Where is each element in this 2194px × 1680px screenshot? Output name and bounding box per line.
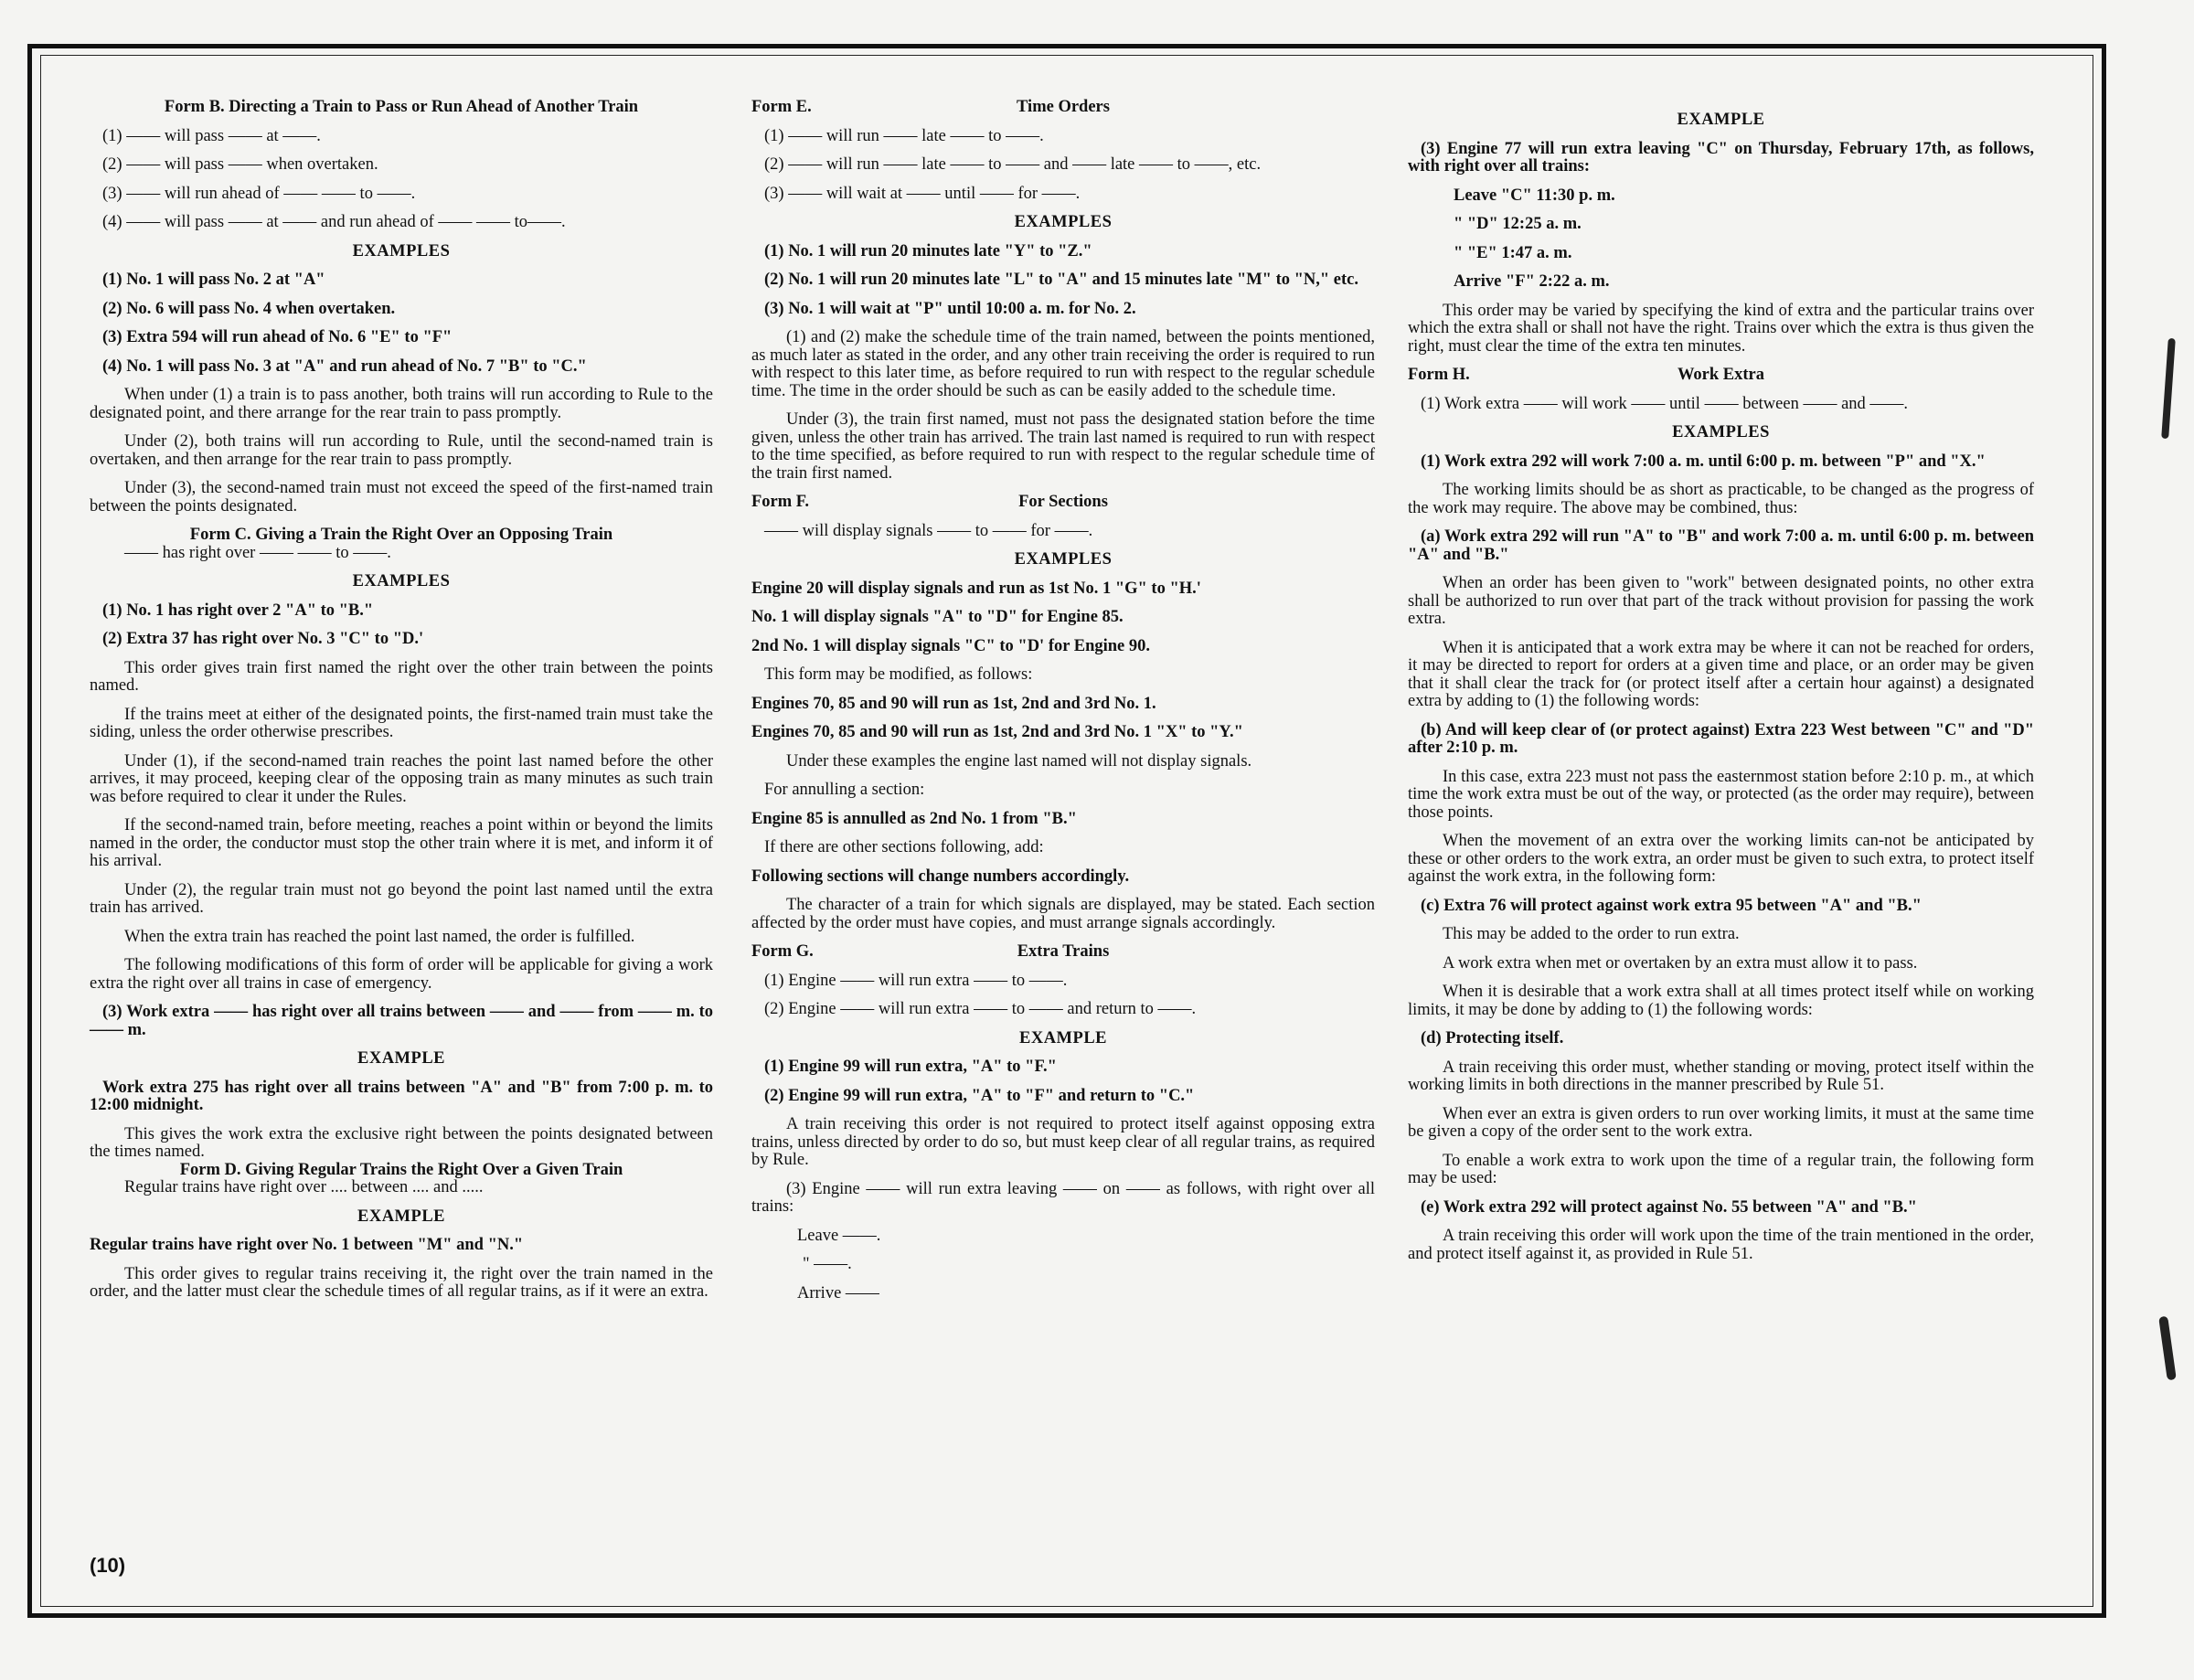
paragraph: This order gives train first named the right over the other train between the points named. xyxy=(90,658,713,695)
form-h-header xyxy=(1408,367,2034,385)
form-e-line: (2) —— will run —— late —— to —— and —— late —— to ——, etc. xyxy=(764,155,1262,174)
form-e-label: Form E. xyxy=(751,98,812,116)
column-2 xyxy=(751,99,1375,1313)
column-1 xyxy=(90,99,713,1313)
form-g-line: (1) Engine —— will run extra —— to ——. xyxy=(764,971,1068,990)
paragraph: If the second-named train, before meeting, reaches a point within or beyond the limits named in the order, the conductor must stop the other train where it is met, and inform it of his arrival. xyxy=(90,816,713,870)
form-b-line: (1) —— will pass —— at ——. xyxy=(102,126,321,145)
form-f-label: Form F. xyxy=(751,493,810,511)
paragraph: Under (3), the train first named, must not pass the designated station before the time given, unless the other train has arrived. The train last named is required to run with respect to the time specified, as before required to run with respect to the regular schedule time of the train first named. xyxy=(751,410,1375,483)
page-number: (10) xyxy=(90,1554,126,1577)
form-f-example: No. 1 will display signals "A" to "D" for Engine 85. xyxy=(751,608,1124,626)
form-h-label: Form H. xyxy=(1408,366,1470,384)
form-g-example: (1) Engine 99 will run extra, "A" to "F." xyxy=(764,1058,1057,1076)
form-f-annul-intro: For annulling a section: xyxy=(764,781,925,799)
paragraph: When it is desirable that a work extra shall at all times protect itself while on working limits, it may be done by adding to (1) the following words: xyxy=(1408,983,2034,1019)
form-c-example: (1) No. 1 has right over 2 "A" to "B." xyxy=(102,601,374,620)
form-f-line: —— will display signals —— to —— for ——. xyxy=(764,521,1093,540)
form-e-line: (3) —— will wait at —— until —— for ——. xyxy=(764,184,1081,203)
paragraph: The working limits should be as short as practicable, to be changed as the progress of the work may require. The above may be combined, thus: xyxy=(1408,481,2034,517)
schedule-line: " "D" 12:25 a. m. xyxy=(1454,215,1582,233)
form-g-example: (2) Engine 99 will run extra, "A" to "F" and return to "C." xyxy=(764,1086,1195,1105)
form-g-title: Extra Trains xyxy=(1017,942,1110,961)
form-g-example: (3) Engine 77 will run extra leaving "C" on Thursday, February 17th, as follows, with right over all trains: xyxy=(1408,139,2034,175)
form-h-example: (d) Protecting itself. xyxy=(1421,1029,1564,1047)
form-c-mod-example: Work extra 275 has right over all trains between "A" and "B" from 7:00 p. m. to 12:00 midnight. xyxy=(90,1078,713,1114)
form-f-mod-example: Engines 70, 85 and 90 will run as 1st, 2nd and 3rd No. 1. xyxy=(751,694,1156,713)
form-d-title: Form D. Giving Regular Trains the Right Over a Given Train xyxy=(179,1160,623,1179)
form-e-header xyxy=(751,99,1375,117)
form-b-example: (2) No. 6 will pass No. 4 when overtaken. xyxy=(102,299,396,318)
paragraph: Under (1), if the second-named train reaches the point last named before the other arrives, it may proceed, keeping clear of the opposing train as many minutes as such train was before required to clear it under the Rules. xyxy=(90,751,713,806)
paragraph: Under (3), the second-named train must not exceed the speed of the first-named train between the points designated. xyxy=(90,479,713,516)
form-b-line: (4) —— will pass —— at —— and run ahead of —— —— to——. xyxy=(102,213,566,231)
example-heading: EXAMPLE xyxy=(1677,111,1765,129)
paragraph: Under (2), the regular train must not go beyond the point last named until the extra train has arrived. xyxy=(90,880,713,917)
form-c-modification: (3) Work extra —— has right over all trains between —— and —— from —— m. to —— m. xyxy=(90,1003,713,1039)
paragraph: Under these examples the engine last named will not display signals. xyxy=(786,751,1252,771)
form-b-example: (3) Extra 594 will run ahead of No. 6 "E" to "F" xyxy=(102,328,453,346)
form-e-title: Time Orders xyxy=(1017,98,1110,116)
form-b-line: (2) —— will pass —— when overtaken. xyxy=(102,155,378,174)
example-heading: EXAMPLE xyxy=(357,1049,445,1068)
examples-heading: EXAMPLES xyxy=(1014,213,1113,231)
examples-heading: EXAMPLES xyxy=(1014,550,1113,569)
form-g-line: (2) Engine —— will run extra —— to —— and return to ——. xyxy=(764,1000,1197,1018)
form-f-other-intro: If there are other sections following, add: xyxy=(764,838,1044,856)
paragraph: When the movement of an extra over the working limits can-not be anticipated by these or other orders to the work extra, an order must be given to such extra, to protect itself against the work extra, in the following form: xyxy=(1408,832,2034,886)
form-f-mod-example: Engines 70, 85 and 90 will run as 1st, 2nd and 3rd No. 1 "X" to "Y." xyxy=(751,723,1243,741)
paragraph: If the trains meet at either of the designated points, the first-named train must take the siding, unless the order otherwise prescribes. xyxy=(90,705,713,741)
form-f-example: Engine 20 will display signals and run as 1st No. 1 "G" to "H.' xyxy=(751,579,1201,598)
form-e-example: (2) No. 1 will run 20 minutes late "L" to "A" and 15 minutes late "M" to "N," etc. xyxy=(764,271,1358,289)
paragraph: The following modifications of this form of order will be applicable for giving a work extra the right over all trains in case of emergency. xyxy=(90,956,713,993)
paragraph: This order gives to regular trains receiving it, the right over the train named in the order, and the latter must clear the schedule times of all regular trains, as if it were an extra. xyxy=(90,1264,713,1301)
form-h-example: (c) Extra 76 will protect against work extra 95 between "A" and "B." xyxy=(1421,896,1922,915)
form-g-label: Form G. xyxy=(751,942,814,961)
examples-heading: EXAMPLES xyxy=(352,572,451,590)
form-b-line: (3) —— will run ahead of —— —— to ——. xyxy=(102,184,416,203)
paragraph: When it is anticipated that a work extra may be where it can not be reached for orders, it may be directed to report for orders at a given time and place, or an order may be given that it shall clear the track for (or protect itself after a certain hour against) a designated extra by adding to (1) the following words: xyxy=(1408,638,2034,710)
paragraph: A train receiving this order must, whether standing or moving, protect itself within the working limits in both directions in the manner prescribed by Rule 51. xyxy=(1408,1058,2034,1094)
form-e-example: (3) No. 1 will wait at "P" until 10:00 a. m. for No. 2. xyxy=(764,299,1136,318)
form-b-example: (1) No. 1 will pass No. 2 at "A" xyxy=(102,271,325,289)
form-d-example: Regular trains have right over No. 1 between "M" and "N." xyxy=(90,1236,524,1254)
form-e-line: (1) —— will run —— late —— to ——. xyxy=(764,126,1044,145)
schedule-line: " "E" 1:47 a. m. xyxy=(1454,243,1572,262)
examples-heading: EXAMPLES xyxy=(1672,423,1770,441)
form-c-example: (2) Extra 37 has right over No. 3 "C" to "D.' xyxy=(102,630,424,648)
paragraph: This order may be varied by specifying the kind of extra and the particular trains over which the extra shall or shall not have the right. Trains over which the extra is thus given the right, must clear the time of the extra ten minutes. xyxy=(1408,301,2034,356)
schedule-line: Arrive "F" 2:22 a. m. xyxy=(1454,272,1610,291)
paragraph: A train receiving this order will work upon the time of the train mentioned in the order, and protect itself against it, as provided in Rule 51. xyxy=(1408,1227,2034,1263)
paragraph: A train receiving this order is not required to protect itself against opposing extra trains, unless directed by order to do so, but must keep clear of all regular trains, as required by Rule. xyxy=(751,1115,1375,1169)
form-g-leave: Leave ——. xyxy=(797,1226,881,1245)
paragraph: (1) and (2) make the schedule time of the train named, between the points mentioned, as much later as stated in the order, and any other train receiving the order is required to run with respect to this later time, as before required to run with respect to the regular schedule time. The time in the order should be such as can be easily added to the schedule time. xyxy=(751,328,1375,400)
margin-mark xyxy=(2158,1316,2177,1381)
form-h-title: Work Extra xyxy=(1677,366,1765,384)
paragraph: To enable a work extra to work upon the time of a regular train, the following form may be used: xyxy=(1408,1151,2034,1187)
form-f-annul: Engine 85 is annulled as 2nd No. 1 from "B." xyxy=(751,809,1077,828)
form-h-example: (b) And will keep clear of (or protect against) Extra 223 West between "C" and "D" after 2:10 p. m. xyxy=(1408,720,2034,757)
form-g-arrive: Arrive —— xyxy=(797,1283,879,1303)
form-c-title: Form C. Giving a Train the Right Over an Opposing Train xyxy=(189,526,613,544)
form-f-other: Following sections will change numbers accordingly. xyxy=(751,867,1130,886)
form-h-example: (e) Work extra 292 will protect against No. 55 between "A" and "B." xyxy=(1421,1197,1917,1217)
paragraph: When under (1) a train is to pass another, both trains will run according to Rule to the designated point, and there arrange for the rear train to pass promptly. xyxy=(90,386,713,422)
paragraph: When an order has been given to "work" between designated points, no other extra shall be authorized to run over that part of the track without provision for passing the work extra. xyxy=(1408,574,2034,628)
paragraph: The character of a train for which signals are displayed, may be stated. Each section affected by the order must have copies, and must arrange signals accordingly. xyxy=(751,896,1375,932)
form-h-line: (1) Work extra —— will work —— until —— between —— and ——. xyxy=(1421,394,1909,413)
form-f-example: 2nd No. 1 will display signals "C" to "D' for Engine 90. xyxy=(751,636,1151,655)
form-g-header xyxy=(751,943,1375,962)
example-heading: EXAMPLE xyxy=(1019,1028,1107,1047)
paragraph: In this case, extra 223 must not pass the easternmost station before 2:10 p. m., at which time the work extra must be out of the way, or protected (as the order may require), between those points. xyxy=(1408,767,2034,822)
paragraph: This gives the work extra the exclusive right between the points designated between the times named. xyxy=(90,1124,713,1161)
example-heading: EXAMPLE xyxy=(357,1207,445,1226)
form-h-example: (1) Work extra 292 will work 7:00 a. m. until 6:00 p. m. between "P" and "X." xyxy=(1421,452,1986,471)
paragraph: A work extra when met or overtaken by an extra must allow it to pass. xyxy=(1443,953,1918,973)
column-3 xyxy=(1408,99,2034,1274)
form-f-header xyxy=(751,494,1375,512)
form-e-example: (1) No. 1 will run 20 minutes late "Y" to "Z." xyxy=(764,241,1092,261)
form-f-title: For Sections xyxy=(1018,493,1108,511)
form-b-example: (4) No. 1 will pass No. 3 at "A" and run ahead of No. 7 "B" to "C." xyxy=(102,356,587,376)
examples-heading: EXAMPLES xyxy=(352,241,451,261)
form-g-line: (3) Engine —— will run extra leaving —— on —— as follows, with right over all trains: xyxy=(751,1179,1375,1216)
form-h-example: (a) Work extra 292 will run "A" to "B" and work 7:00 a. m. until 6:00 p. m. between "A" and "B." xyxy=(1408,527,2034,564)
form-g-ditto: " ——. xyxy=(803,1255,852,1273)
schedule-line: Leave "C" 11:30 p. m. xyxy=(1454,186,1615,205)
form-b-title: Form B. Directing a Train to Pass or Run Ahead of Another Train xyxy=(164,98,639,116)
form-d-line: Regular trains have right over .... between .... and ..... xyxy=(124,1178,484,1196)
paragraph: When ever an extra is given orders to run over working limits, it must at the same time be given a copy of the order sent to the work extra. xyxy=(1408,1104,2034,1141)
paragraph: When the extra train has reached the point last named, the order is fulfilled. xyxy=(124,927,635,946)
form-c-line: —— has right over —— —— to ——. xyxy=(124,543,391,562)
margin-mark xyxy=(2161,338,2176,439)
paragraph: This may be added to the order to run extra. xyxy=(1443,925,1740,943)
form-f-mod-intro: This form may be modified, as follows: xyxy=(764,665,1033,684)
paragraph: Under (2), both trains will run according to Rule, until the second-named train is overtaken, and then arrange for the rear train to pass promptly. xyxy=(90,432,713,469)
